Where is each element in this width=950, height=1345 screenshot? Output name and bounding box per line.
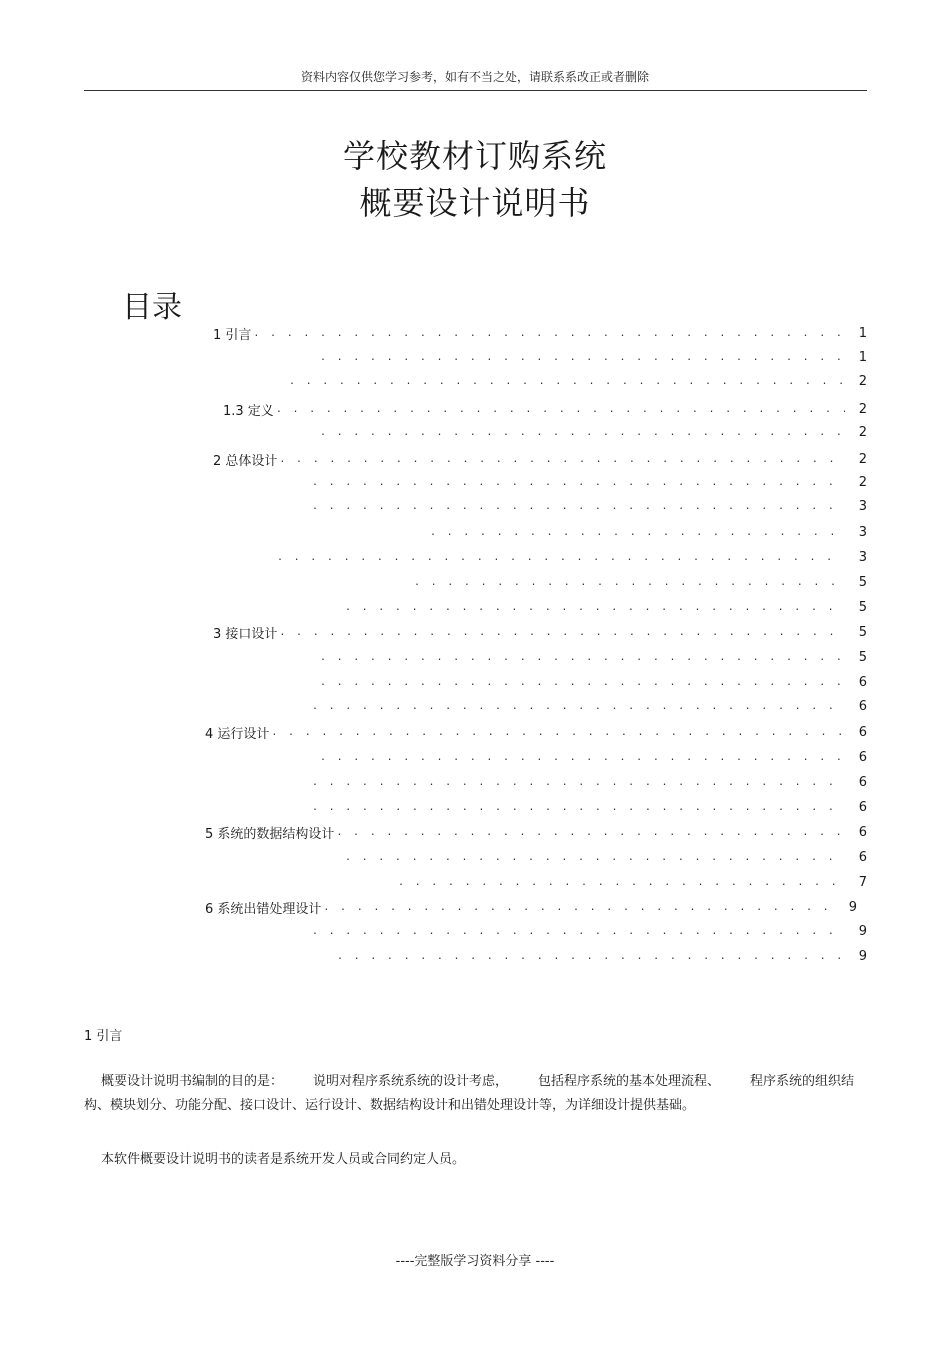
toc-leader-dots (276, 404, 845, 415)
toc-page-number: 9 (858, 923, 867, 939)
toc-entry (318, 421, 867, 443)
intro-paragraph-part: 概要设计说明书编制的目的是： (101, 1074, 284, 1089)
section-heading: 1 引言 (84, 1029, 123, 1044)
toc-page-number: 6 (858, 724, 867, 740)
toc-page-number: 5 (858, 599, 867, 615)
toc-leader-dots (320, 677, 845, 688)
toc-page-number: 6 (858, 774, 867, 790)
intro-paragraph-part: 程序系统的组织结构、模块划分、功能分配、接口设计、运行设计、数据结构设计和出错处理设计等，为详细设计提供基础。 (84, 1074, 855, 1113)
toc-entry (205, 721, 867, 743)
toc-page-number: 3 (858, 524, 867, 540)
toc-entry (310, 920, 867, 942)
toc-leader-dots (320, 427, 845, 438)
header-rule (84, 90, 867, 91)
toc-entry (335, 945, 867, 967)
toc-entry (205, 896, 857, 918)
toc-page-number: 5 (858, 574, 867, 590)
toc-page-number: 6 (858, 799, 867, 815)
toc-leader-dots (323, 902, 835, 913)
toc-entry (223, 398, 867, 420)
toc-leader-dots (430, 527, 845, 538)
document-title: 学校教材订购系统 (342, 137, 607, 175)
toc-entry-label: 6 系统出错处理设计 (205, 901, 322, 917)
toc-page-number: 2 (858, 424, 867, 440)
toc-leader-dots (320, 352, 845, 363)
readers-paragraph: 本软件概要设计说明书的读者是系统开发人员或合同约定人员。 (101, 1152, 466, 1167)
toc-page-number: 6 (858, 749, 867, 765)
toc-page-number: 6 (858, 698, 867, 714)
intro-paragraph-part: 包括程序系统的基本处理流程、 (538, 1074, 721, 1089)
toc-page-number: 6 (858, 849, 867, 865)
toc-entry (412, 571, 867, 593)
toc-leader-dots (279, 627, 845, 638)
toc-leader-dots (345, 852, 845, 863)
toc-entry (318, 346, 867, 368)
toc-entry (318, 671, 867, 693)
toc-page-number: 6 (858, 824, 867, 840)
toc-entry (310, 495, 867, 517)
toc-leader-dots (289, 376, 845, 387)
toc-entry (213, 621, 867, 643)
toc-entry-label: 2 总体设计 (213, 453, 278, 469)
toc-page-number: 3 (858, 549, 867, 565)
toc-entry-label: 3 接口设计 (213, 626, 278, 642)
document-subtitle: 概要设计说明书 (359, 184, 591, 222)
toc-entry (310, 471, 867, 493)
toc-leader-dots (345, 602, 845, 613)
toc-leader-dots (414, 577, 845, 588)
toc-leader-dots (320, 752, 845, 763)
toc-leader-dots (312, 701, 845, 712)
toc-leader-dots (312, 477, 845, 488)
toc-entry-label: 1.3 定义 (223, 403, 274, 419)
toc-page-number: 1 (858, 349, 867, 365)
toc-entry (310, 771, 867, 793)
footer-text: ----完整版学习资料分享 ---- (395, 1254, 555, 1269)
toc-entry (213, 322, 867, 344)
toc-page-number: 1 (858, 325, 867, 341)
toc-page-number: 5 (858, 649, 867, 665)
toc-entry (428, 521, 867, 543)
toc-entry (310, 796, 867, 818)
toc-page-number: 2 (858, 474, 867, 490)
toc-leader-dots (336, 827, 845, 838)
toc-leader-dots (312, 501, 845, 512)
toc-page-number: 5 (858, 624, 867, 640)
toc-leader-dots (277, 552, 845, 563)
toc-entry (318, 746, 867, 768)
toc-page-number: 2 (858, 401, 867, 417)
header-notice: 资料内容仅供您学习参考，如有不当之处，请联系系改正或者删除 (300, 70, 649, 84)
toc-page-number: 2 (858, 451, 867, 467)
intro-paragraph-part: 说明对程序系统系统的设计考虑， (313, 1074, 509, 1089)
toc-entry-label: 1 引言 (213, 327, 252, 343)
toc-entry (310, 695, 867, 717)
toc-leader-dots (337, 951, 845, 962)
toc-entry (343, 846, 867, 868)
toc-entry (396, 871, 867, 893)
toc-page-number: 9 (858, 948, 867, 964)
toc-page-number: 7 (858, 874, 867, 890)
toc-page-number: 3 (858, 498, 867, 514)
toc-leader-dots (279, 454, 845, 465)
toc-entry (287, 370, 867, 392)
toc-leader-dots (312, 926, 845, 937)
toc-entry (275, 546, 867, 568)
toc-leader-dots (312, 802, 845, 813)
intro-paragraph (84, 1070, 866, 1118)
toc-leader-dots (253, 328, 845, 339)
toc-page-number: 9 (848, 899, 857, 915)
toc-entry-label: 5 系统的数据结构设计 (205, 826, 335, 842)
toc-leader-dots (312, 777, 845, 788)
toc-entry-label: 4 运行设计 (205, 726, 270, 742)
toc-entry (213, 448, 867, 470)
toc-heading: 目录 (122, 290, 182, 325)
toc-entry (318, 646, 867, 668)
toc-leader-dots (398, 877, 845, 888)
toc-entry (343, 596, 867, 618)
toc-leader-dots (271, 727, 845, 738)
toc-entry (205, 821, 867, 843)
toc-page-number: 6 (858, 674, 867, 690)
toc-leader-dots (320, 652, 845, 663)
toc-page-number: 2 (858, 373, 867, 389)
